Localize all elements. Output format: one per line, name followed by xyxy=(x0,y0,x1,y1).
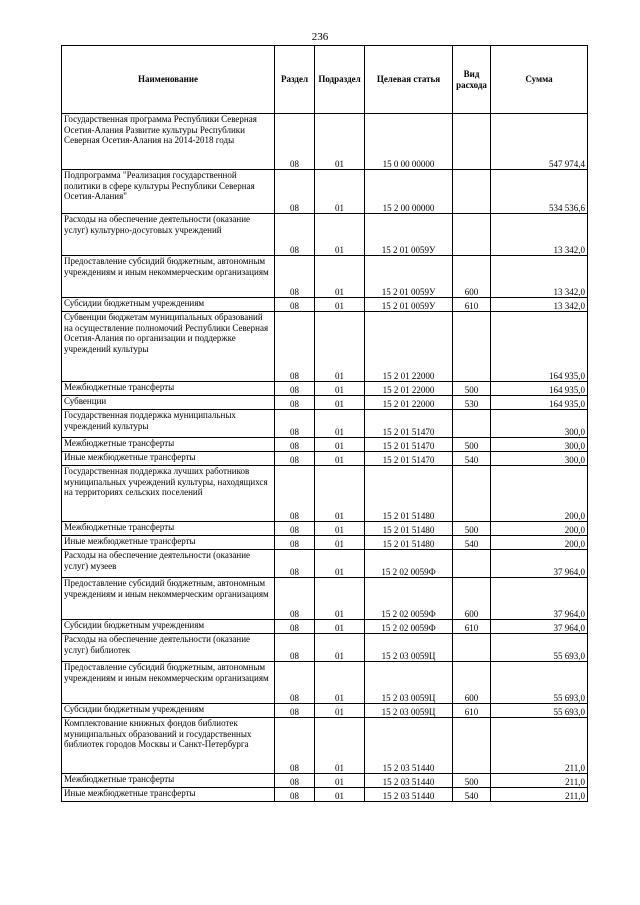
cell-name: Расходы на обеспечение деятельности (оказание услуг) музеев xyxy=(62,550,275,578)
cell-amount: 211,0 xyxy=(491,718,588,774)
cell-name: Подпрограмма "Реализация государственной политики в сфере культуры Республики Северная Осетия-Алания" xyxy=(62,170,275,214)
cell-type: 500 xyxy=(453,438,491,452)
cell-target: 15 2 01 51470 xyxy=(365,438,453,452)
cell-subsection: 01 xyxy=(315,466,365,522)
cell-section: 08 xyxy=(275,396,315,410)
cell-type: 610 xyxy=(453,620,491,634)
cell-section: 08 xyxy=(275,718,315,774)
cell-section: 08 xyxy=(275,312,315,382)
page-number: 236 xyxy=(311,31,329,43)
header-target: Целевая статья xyxy=(365,46,453,114)
cell-type xyxy=(453,466,491,522)
cell-target: 15 2 02 0059Ф xyxy=(365,578,453,620)
cell-type xyxy=(453,718,491,774)
cell-name: Государственная поддержка лучших работников муниципальных учреждений культуры, находящихся на территориях сельских поселений xyxy=(62,466,275,522)
cell-section: 08 xyxy=(275,578,315,620)
cell-subsection: 01 xyxy=(315,452,365,466)
cell-target: 15 2 00 00000 xyxy=(365,170,453,214)
cell-section: 08 xyxy=(275,788,315,802)
cell-name: Предоставление субсидий бюджетным, автономным учреждениям и иным некоммерческим организациям xyxy=(62,662,275,704)
cell-amount: 55 693,0 xyxy=(491,634,588,662)
cell-amount: 200,0 xyxy=(491,466,588,522)
cell-name: Иные межбюджетные трансферты xyxy=(62,452,275,466)
cell-target: 15 2 03 0059Ц xyxy=(365,662,453,704)
cell-amount: 55 693,0 xyxy=(491,662,588,704)
cell-target: 15 2 01 0059У xyxy=(365,214,453,256)
cell-section: 08 xyxy=(275,410,315,438)
cell-amount: 211,0 xyxy=(491,774,588,788)
cell-subsection: 01 xyxy=(315,256,365,298)
cell-target: 15 2 01 0059У xyxy=(365,298,453,312)
table-row xyxy=(62,298,588,312)
cell-target: 15 2 03 0059Ц xyxy=(365,634,453,662)
table-row xyxy=(62,718,588,774)
budget-table xyxy=(61,45,588,802)
cell-amount: 300,0 xyxy=(491,410,588,438)
header-name: Наименование xyxy=(62,46,275,114)
cell-section: 08 xyxy=(275,466,315,522)
cell-subsection: 01 xyxy=(315,438,365,452)
header-type: Вид расхода xyxy=(453,46,491,114)
cell-target: 15 2 01 51480 xyxy=(365,536,453,550)
cell-type: 610 xyxy=(453,298,491,312)
cell-name: Расходы на обеспечение деятельности (оказание услуг) культурно-досуговых учреждений xyxy=(62,214,275,256)
cell-name: Предоставление субсидий бюджетным, автономным учреждениям и иным некоммерческим организациям xyxy=(62,256,275,298)
cell-target: 15 2 02 0059Ф xyxy=(365,620,453,634)
cell-subsection: 01 xyxy=(315,410,365,438)
cell-subsection: 01 xyxy=(315,312,365,382)
header-row xyxy=(62,46,588,114)
cell-section: 08 xyxy=(275,114,315,170)
table-row xyxy=(62,634,588,662)
cell-amount: 13 342,0 xyxy=(491,214,588,256)
table-row xyxy=(62,774,588,788)
table-row xyxy=(62,620,588,634)
cell-name: Межбюджетные трансферты xyxy=(62,382,275,396)
table-row xyxy=(62,114,588,170)
cell-name: Субвенции бюджетам муниципальных образований на осуществление полномочий Республики Северная Осетия-Алания по организации и поддержке учреждений культуры xyxy=(62,312,275,382)
cell-target: 15 2 03 51440 xyxy=(365,718,453,774)
cell-type: 540 xyxy=(453,452,491,466)
cell-target: 15 2 01 51470 xyxy=(365,410,453,438)
cell-type xyxy=(453,312,491,382)
cell-name: Предоставление субсидий бюджетным, автономным учреждениям и иным некоммерческим организациям xyxy=(62,578,275,620)
cell-subsection: 01 xyxy=(315,704,365,718)
cell-amount: 547 974,4 xyxy=(491,114,588,170)
cell-type: 540 xyxy=(453,536,491,550)
cell-section: 08 xyxy=(275,704,315,718)
cell-type: 600 xyxy=(453,662,491,704)
cell-target: 15 2 02 0059Ф xyxy=(365,550,453,578)
cell-type: 600 xyxy=(453,578,491,620)
cell-section: 08 xyxy=(275,634,315,662)
cell-section: 08 xyxy=(275,256,315,298)
cell-subsection: 01 xyxy=(315,522,365,536)
cell-target: 15 0 00 00000 xyxy=(365,114,453,170)
cell-name: Иные межбюджетные трансферты xyxy=(62,536,275,550)
cell-type: 500 xyxy=(453,522,491,536)
cell-type: 500 xyxy=(453,382,491,396)
cell-amount: 13 342,0 xyxy=(491,256,588,298)
cell-section: 08 xyxy=(275,298,315,312)
table-row xyxy=(62,396,588,410)
cell-target: 15 2 01 22000 xyxy=(365,382,453,396)
cell-amount: 37 964,0 xyxy=(491,620,588,634)
cell-subsection: 01 xyxy=(315,774,365,788)
cell-subsection: 01 xyxy=(315,114,365,170)
cell-section: 08 xyxy=(275,620,315,634)
cell-name: Субсидии бюджетным учреждениям xyxy=(62,704,275,718)
cell-subsection: 01 xyxy=(315,396,365,410)
table-row xyxy=(62,550,588,578)
cell-amount: 37 964,0 xyxy=(491,550,588,578)
cell-section: 08 xyxy=(275,452,315,466)
cell-name: Субвенции xyxy=(62,396,275,410)
cell-target: 15 2 03 51440 xyxy=(365,774,453,788)
cell-type xyxy=(453,410,491,438)
cell-amount: 534 536,6 xyxy=(491,170,588,214)
cell-amount: 55 693,0 xyxy=(491,704,588,718)
cell-name: Иные межбюджетные трансферты xyxy=(62,788,275,802)
table-row xyxy=(62,382,588,396)
cell-amount: 200,0 xyxy=(491,536,588,550)
cell-name: Государственная программа Республики Северная Осетия-Алания Развитие культуры Республики Северная Осетия-Алания на 2014-2018 годы xyxy=(62,114,275,170)
cell-type: 530 xyxy=(453,396,491,410)
cell-name: Субсидии бюджетным учреждениям xyxy=(62,620,275,634)
cell-target: 15 2 01 51470 xyxy=(365,452,453,466)
cell-amount: 164 935,0 xyxy=(491,396,588,410)
cell-target: 15 2 03 51440 xyxy=(365,788,453,802)
cell-subsection: 01 xyxy=(315,170,365,214)
header-section: Раздел xyxy=(275,46,315,114)
cell-target: 15 2 01 51480 xyxy=(365,466,453,522)
cell-name: Государственная поддержка муниципальных учреждений культуры xyxy=(62,410,275,438)
cell-target: 15 2 01 22000 xyxy=(365,396,453,410)
header-amount: Сумма xyxy=(491,46,588,114)
cell-section: 08 xyxy=(275,522,315,536)
cell-name: Субсидии бюджетным учреждениям xyxy=(62,298,275,312)
cell-name: Комплектование книжных фондов библиотек муниципальных образований и государственных библиотек городов Москвы и Санкт-Петербурга xyxy=(62,718,275,774)
cell-section: 08 xyxy=(275,662,315,704)
table-row xyxy=(62,578,588,620)
table-row xyxy=(62,662,588,704)
cell-amount: 211,0 xyxy=(491,788,588,802)
cell-section: 08 xyxy=(275,550,315,578)
cell-subsection: 01 xyxy=(315,214,365,256)
cell-section: 08 xyxy=(275,214,315,256)
cell-target: 15 2 03 0059Ц xyxy=(365,704,453,718)
table-row xyxy=(62,452,588,466)
cell-section: 08 xyxy=(275,170,315,214)
cell-name: Расходы на обеспечение деятельности (оказание услуг) библиотек xyxy=(62,634,275,662)
cell-section: 08 xyxy=(275,774,315,788)
cell-amount: 300,0 xyxy=(491,438,588,452)
table-row xyxy=(62,410,588,438)
cell-type xyxy=(453,550,491,578)
cell-section: 08 xyxy=(275,536,315,550)
cell-type xyxy=(453,170,491,214)
table-row xyxy=(62,214,588,256)
cell-subsection: 01 xyxy=(315,536,365,550)
table-row xyxy=(62,704,588,718)
table-row xyxy=(62,536,588,550)
cell-subsection: 01 xyxy=(315,634,365,662)
cell-amount: 37 964,0 xyxy=(491,578,588,620)
cell-subsection: 01 xyxy=(315,718,365,774)
cell-type: 600 xyxy=(453,256,491,298)
cell-subsection: 01 xyxy=(315,550,365,578)
cell-type: 500 xyxy=(453,774,491,788)
table-row xyxy=(62,170,588,214)
cell-target: 15 2 01 51480 xyxy=(365,522,453,536)
cell-section: 08 xyxy=(275,438,315,452)
table-row xyxy=(62,312,588,382)
cell-subsection: 01 xyxy=(315,662,365,704)
cell-target: 15 2 01 22000 xyxy=(365,312,453,382)
cell-amount: 164 935,0 xyxy=(491,382,588,396)
cell-subsection: 01 xyxy=(315,298,365,312)
cell-type xyxy=(453,214,491,256)
cell-amount: 13 342,0 xyxy=(491,298,588,312)
cell-type xyxy=(453,114,491,170)
cell-subsection: 01 xyxy=(315,578,365,620)
cell-type: 610 xyxy=(453,704,491,718)
cell-section: 08 xyxy=(275,382,315,396)
cell-subsection: 01 xyxy=(315,788,365,802)
cell-target: 15 2 01 0059У xyxy=(365,256,453,298)
table-row xyxy=(62,788,588,802)
cell-amount: 164 935,0 xyxy=(491,312,588,382)
cell-amount: 200,0 xyxy=(491,522,588,536)
table-row xyxy=(62,466,588,522)
cell-name: Межбюджетные трансферты xyxy=(62,774,275,788)
cell-name: Межбюджетные трансферты xyxy=(62,522,275,536)
header-subsection: Подраздел xyxy=(315,46,365,114)
table-row xyxy=(62,438,588,452)
cell-subsection: 01 xyxy=(315,382,365,396)
table-row xyxy=(62,256,588,298)
cell-type: 540 xyxy=(453,788,491,802)
table-row xyxy=(62,522,588,536)
cell-name: Межбюджетные трансферты xyxy=(62,438,275,452)
cell-amount: 300,0 xyxy=(491,452,588,466)
cell-subsection: 01 xyxy=(315,620,365,634)
cell-type xyxy=(453,634,491,662)
